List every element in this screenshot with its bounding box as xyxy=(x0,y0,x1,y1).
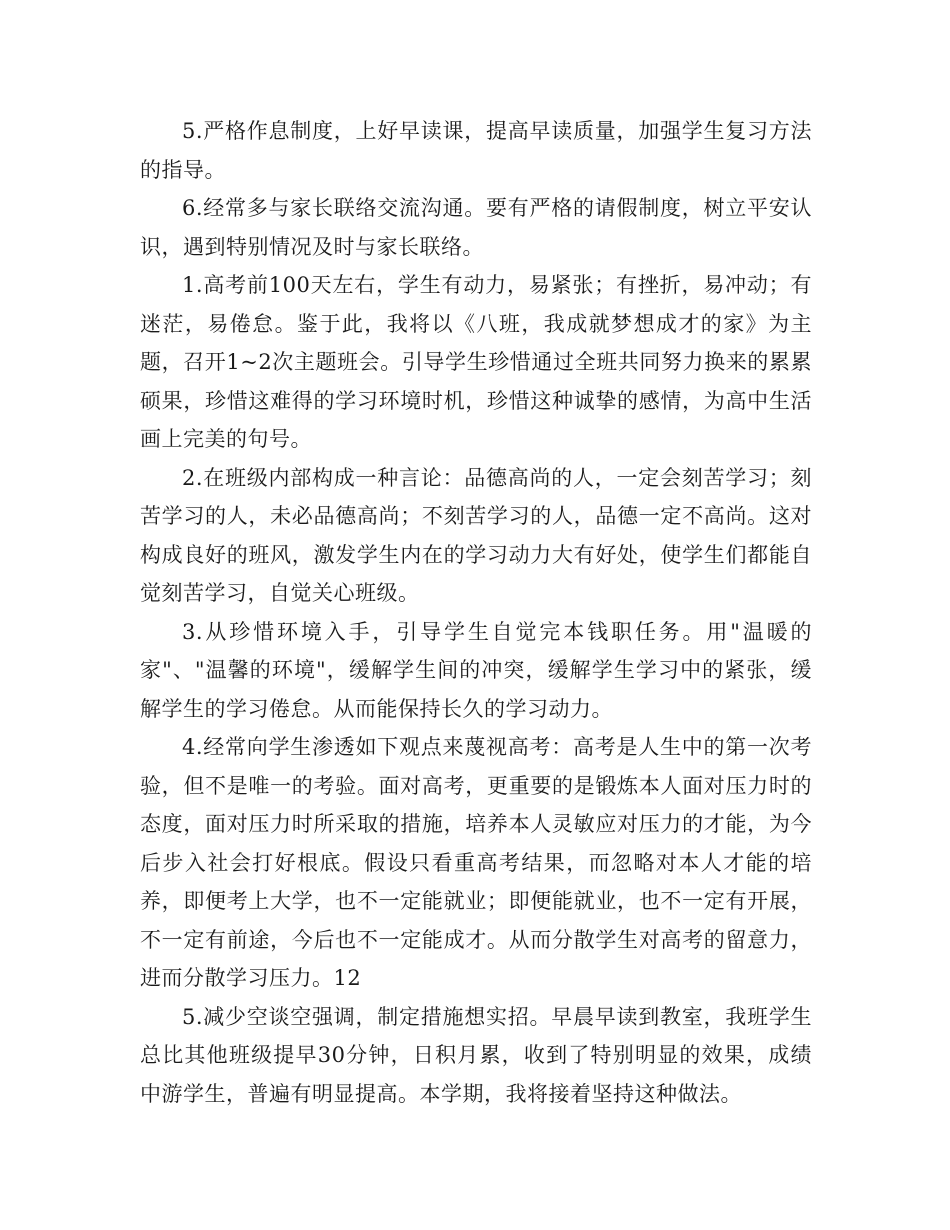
paragraph-item-6-parent-contact: 6.经常多与家长联络交流沟通。要有严格的请假制度，树立平安认识，遇到特别情况及时与家长联络。 xyxy=(140,196,812,259)
paragraph-item-5-practical-measures: 5.减少空谈空强调，制定措施想实招。早晨早读到教室，我班学生总比其他班级提早30分钟，日积月累，收到了特别明显的效果，成绩中游学生，普遍有明显提高。本学期，我将接着坚持这种做法。 xyxy=(140,1004,812,1106)
paragraph-item-5-schedule: 5.严格作息制度，上好早读课，提高早读质量，加强学生复习方法的指导。 xyxy=(140,119,812,182)
paragraph-item-2-class-opinion: 2.在班级内部构成一种言论：品德高尚的人，一定会刻苦学习；刻苦学习的人，未必品德高尚；不刻苦学习的人，品德一定不高尚。这对构成良好的班风，激发学生内在的学习动力大有好处，使学生们都能自觉刻苦学习，自觉关心班级。 xyxy=(140,465,812,605)
paragraph-item-3-environment: 3.从珍惜环境入手，引导学生自觉完本钱职任务。用"温暖的家"、"温馨的环境"，缓解学生间的冲突，缓解学生学习中的紧张，缓解学生的学习倦怠。从而能保持长久的学习动力。 xyxy=(140,619,812,721)
paragraph-item-4-exam-attitude: 4.经常向学生渗透如下观点来蔑视高考：高考是人生中的第一次考验，但不是唯一的考验。面对高考，更重要的是锻炼本人面对压力时的态度，面对压力时所采取的措施，培养本人灵敏应对压力的才能，为今后步入社会打好根底。假设只看重高考结果，而忽略对本人才能的培养，即便考上大学，也不一定能就业；即便能就业，也不一定有开展，不一定有前途，今后也不一定能成才。从而分散学生对高考的留意力，进而分散学习压力。12 xyxy=(140,735,812,990)
paragraph-item-1-theme-meeting: 1.高考前100天左右，学生有动力，易紧张；有挫折，易冲动；有迷茫，易倦怠。鉴于此，我将以《八班，我成就梦想成才的家》为主题，召开1~2次主题班会。引导学生珍惜通过全班共同努力换来的累累硕果，珍惜这难得的学习环境时机，珍惜这种诚挚的感情，为高中生活画上完美的句号。 xyxy=(140,273,812,451)
document-body xyxy=(140,112,812,1113)
